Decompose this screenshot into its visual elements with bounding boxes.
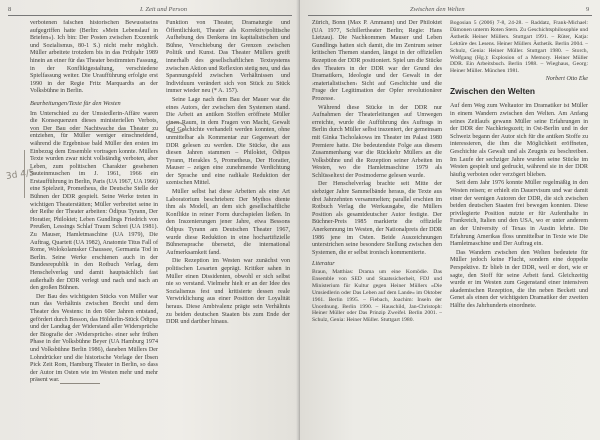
paragraph: Müller selbst hat diese Arbeiten als eine Art Laboratorium beschrieben: Der Mythos diente ihm als Modell, an dem sich gesellschaftliche Konflikte in reiner Form durchspielen ließen. In den Inszenierungen jener Jahre, etwa Bessons Ödipus Tyrann am Deutschen Theater 1967, wurde diese Reduktion in eine hochartifizielle Bühnensprache übersetzt, die international Aufmerksamkeit fand.: [166, 189, 290, 256]
paragraph: Während diese Stücke in der DDR nur Aufnahmen der Theaterleitungen auf Umwegen erreichte, wurde die Aufführung des Auftrags in Berlin durch Müller selbst inszeniert, der gemeinsam mit Ginka Tscholakowa im Theater im Palast 1980 Premiere hatte. Die bedeutendste Folge aus diesem Zusammenhang war die Rückkehr Müllers an die Volksbühne und die Rezeption seiner Arbeiten im Westen, wo die Hamletmaschine 1979 als Schlüsseltext der Postmoderne gelesen wurde.: [312, 104, 442, 179]
paragraph: Funktion von Theater, Dramaturgie und Öffentlichkeit, Theater als Korrektiv/politische Aufhebung des Denkens im kapitalistischen und Bühne, Verschiebung der Grenzen zwischen Politik und Kunst. Das Theater Müllers greift innerhalb des gesellschaftlichen Textsystems zwischen Aktion und Reflexion stetig neu, und das Spannungsfeld zwischen Verhältnissen und Individuum verändert sich von Stück zu Stück immer wieder neu (* A. 157).: [166, 20, 290, 95]
author-signature: Norbert Otto Eke: [545, 76, 588, 83]
left-column-1: [30, 20, 158, 436]
running-head: I. Zeit und Person: [140, 6, 187, 13]
header-rule: [308, 15, 592, 16]
paragraph: Die Rezeption im Westen war zunächst von politischen Lesarten geprägt. Kritiker sahen in Müller einen Dissidenten, obwohl er sich selbst nie so verstand. Vielmehr hielt er an der Idee des Sozialismus fest und kritisierte dessen reale Verwirklichung aus einer Position der Loyalität heraus. Diese Ambivalenz prägte sein Verhältnis zu beiden deutschen Staaten bis zum Ende der DDR und darüber hinaus.: [166, 258, 290, 326]
paragraph: verbotenen falschen historischen Bewusstseins aufgegriffen hatte (Berlin: »Mein Lebenslauf in Briefen«). Ich bin: Der Posten zwischen Exzentrik und Sozialismus, 80-1 S.) nicht mehr möglich. Müller arbeitete trotzdem bis in das Frühjahr 1989 hinein an einer für das Theater bestimmten Fassung, in der Konfliktgestaltung, verschiedene Spielfassung weiter. Die Uraufführung erfolgte erst 1990 in der Regie Fritz Marquardts an der Volksbühne in Berlin.: [30, 20, 158, 95]
section-subheading: Bearbeitungen/Texte für den Westen: [30, 99, 121, 107]
paragraph: Seine Lage nach dem Bau der Mauer war die eines Autors, der zwischen den Systemen stand. Die Arbeit an antiken Stoffen eröffnete Müller einen Raum, in dem Fragen von Macht, Gewalt und Geschichte verhandelt werden konnten, ohne unmittelbar als Kommentar zur Gegenwart der DDR gelesen zu werden. Die Stücke, die aus diesen Jahren stammen – Philoktet, Ödipus Tyrann, Herakles 5, Prometheus, Der Horatier, Mauser – zeigen eine zunehmende Verdichtung der Sprache und eine radikale Reduktion der szenischen Mittel.: [166, 96, 290, 187]
literature-list: Braun, Matthias: Drama um eine Komödie. Das Ensemble von SED und Staatssicherheit, FDJ und Ministerium für Kultur gegen Heiner Müllers »Die Umsiedlerin oder Das Leben auf dem Lande« im Oktober 1961. Berlin 1995. – Fiebach, Joachim: Inseln der Unordnung. Berlin 1990. – Hauschild, Jan-Christoph: Heiner Müller oder Das Prinzip Zweifel. Berlin 2001. – Schulz, Genia: Heiner Müller. Stuttgart 1980.: [312, 269, 442, 324]
margin-pencil-line: [24, 150, 25, 198]
literature-heading: Literatur: [312, 260, 335, 268]
paragraph: Seit dem Jahr 1976 konnte Müller regelmäßig in den Westen reisen; er erhielt ein Dauervisum und war damit einer der wenigen Autoren der DDR, die sich zwischen beiden deutschen Staaten frei bewegen konnten. Diese privilegierte Position nutzte er für Aufenthalte in Frankreich, Italien und den USA, wo er unter anderem an der University of Texas in Austin lehrte. Die Erfahrung Amerikas floss unmittelbar in Texte wie Die Hamletmaschine und Der Auftrag ein.: [450, 180, 588, 248]
pencil-underline: [60, 383, 100, 384]
paragraph: Im Unterschied zu der Umsiedlerin-Affäre waren die Konsequenzen dieses ministeriellen Verbots, von Der Bau oder Nachtwache das Theater zu entziehen, für Müller weniger einschneidend, während die Ergebnisse bald Müller den ersten im Einbezug dem Ensemble vortragen konnte. Müllers Texte wurden zwar nicht vollständig verboten, aber Leben, zum politischen Charakter gesehenen Sauteinmuschen im J. 1961, 1966 ein Erstaufführung in Berlin, Paris (UA 1967, UA 1966) eine Spielzeit, Prometheus, die Deutsche Stelle der Bühnen der DDR gespielt. Seine Werke treten in wichtigen Theaterstätten; Müller verbreitet seine in der Reihe der Theater arbeiten: Ödipus Tyrann, Der Horatier, Philoktet; Leben Gundlings Friedrich von Preußen, Lessings Schlaf Traum Schrei (UA 1981). Zu Mauser, Hamletmaschine (UA 1979), Die Auftrag, Quartett (UA 1982), Anatomie Titus Fall of Rome, Wolokolamsker Chaussee, Germania Tod in Berlin. Seine Werke erschienen auch in der Bundesrepublik in den Rotbuch Verlag, dem Henschelverlag und damit hauptsächlich fast außerhalb der DDR verlegt und nach und nach an den großen Bühnen.: [30, 110, 158, 292]
pencil-underline: [30, 131, 154, 132]
right-column-2: [450, 20, 588, 436]
header-rule: [8, 15, 292, 16]
section-heading: Zwischen den Welten: [450, 85, 536, 96]
left-page: [0, 0, 299, 440]
paragraph: Der Bau des wichtigsten Stücks von Müller war nun das Verhältnis zwischen Brecht und dem Theater des Westens: in den 60er Jahren entstand, gefördert durch Besson, das Hölderlin-Stück Ödipus und der Landtag der Widerstand aller Widersprüche der Biografie der ›Widersprüche‹ einer sehr frühen Phase in der Volksbühne Beyer (UA Hamburg 1974 und Volksbühne Berlin 1986), daneben Müllers Der Lohndrücker und die historische Vorlage der Ibsen Pick Zeit Rom, Hamburg Theater in Berlin, so dass der Autor im Osten wie im Westen mehr und mehr präsent war.: [30, 293, 158, 384]
page-number: 8: [8, 6, 12, 13]
literature-list: Bogosian 5 (2006) 7-8, 24-28. – Raddatz, Frank-Michael: Dämonen unterm Roten Stern. Zu Geschichtsphilosophie und Ästhetik Heiner Müllers. Stuttgart 1991. – Rüter, Katja: Lektüre des Lesens. Heiner Müllers Ästhetik. Berlin 2004. – Schulz, Genia: Heiner Müller. Stuttgart 1980. – Storch, Wolfgang (Hg.): Explosion of a Memory. Heiner Müller DDR. Ein Arbeitsbuch. Berlin 1988. – Wieghaus, Georg: Heiner Müller. München 1981.: [450, 20, 588, 75]
margin-pencil-note: 3d 4/5: [5, 168, 36, 182]
right-column-1: [312, 20, 442, 436]
paragraph: Der Henschelverlag brachte seit Mitte der siebziger Jahre Sammelbände heraus, die Texte aus drei Jahrzehnten versammelten; parallel erschien im Rotbuch Verlag die Werkausgabe, die Müllers Position als gesamtdeutscher Autor festigte. Der Büchner-Preis 1985 markierte die offizielle Anerkennung im Westen, der Nationalpreis der DDR 1986 jene im Osten. Beide Auszeichnungen unterstrichen seine besondere Stellung zwischen den Systemen, die er selbst ironisch kommentierte.: [312, 181, 442, 256]
running-head: Zwischen den Welten: [410, 6, 465, 13]
right-page: [300, 0, 600, 440]
paragraph: Auf dem Weg zum Weltautor im Dramatiker ist Müller in einem Wandern zwischen den Welten. Am Anfang seines Zeitlaufs gewann Müller seine Erfahrungen in der DDR der Nachkriegszeit; in Ost-Berlin und in der Schweiz begann der Autor sich für die antiken Stoffe zu interessieren, die ihm die Möglichkeit eröffneten, Geschichte als Gewalt und als Zeugnis zu beschreiben. Im Laufe der sechziger Jahre wurden seine Stücke im Westen gespielt und gedruckt, während sie in der DDR häufig verboten oder verzögert blieben.: [450, 103, 588, 178]
pencil-circle: [166, 122, 186, 133]
page-number: 9: [586, 6, 590, 13]
left-column-2: [166, 20, 290, 436]
paragraph: Zürich, Bonn (Max P. Ammann) und Der Philoktet (UA 1977, Schillertheater Berlin; Regie: Hans Lietzau). Die Nachkommen Mauser und Leben Gundlings hatten sich damit, die im Zentrum seiner kritischen Themen standen, längst in der offiziellen Rezeption der DDR positioniert. Spiel um die Stücke des Theaters in der DDR war der Grund des Dramatikers, Ideologie und der Gewalt in der ›materialistischen‹ Sicht auf Geschichte und die Frage der Legitimation der Opfer revolutionärer Prozesse.: [312, 20, 442, 102]
paragraph: Das Wandern zwischen den Welten bedeutete für Müller jedoch keine Flucht, sondern eine doppelte Perspektive. Er blieb in der DDR, weil er dort, wie er sagte, den Stoff für seine Arbeit fand. Gleichzeitig wurde er im Westen zum Gegenstand einer intensiven akademischen Rezeption, die ihn neben Beckett und Genet als einen der wichtigsten Dramatiker der zweiten Hälfte des Jahrhunderts einordnete.: [450, 249, 588, 309]
